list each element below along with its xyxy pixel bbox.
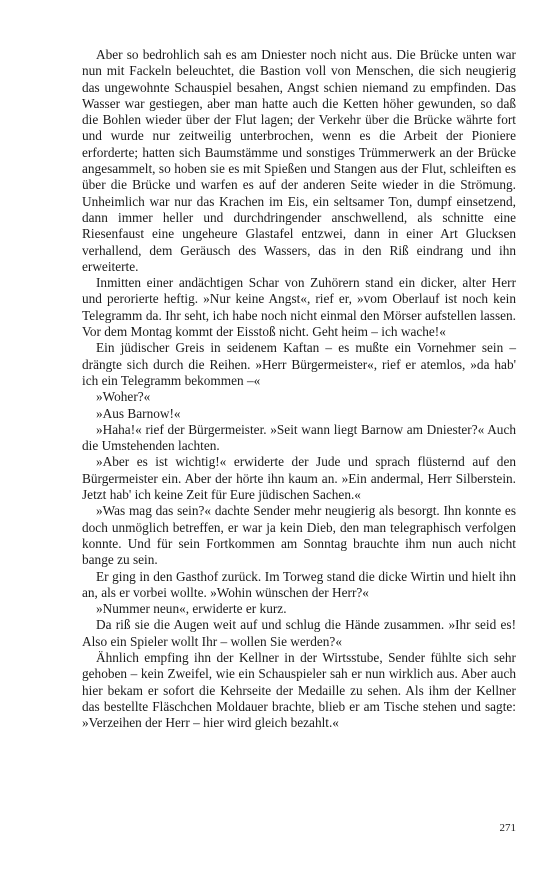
paragraph-2: Inmitten einer andächtigen Schar von Zuhörern stand ein dicker, alter Herr und perorierte heftig. »Nur keine Angst«, rief er, »vom Oberlauf ist noch kein Telegramm da. Ihr seht, ich habe noch nicht einmal den Mörser aufstellen lassen. Vor dem Montag kommt der Eisstoß nicht. Geht heim – ich wache!« [82, 275, 516, 340]
paragraph-3: Ein jüdischer Greis in seidenem Kaftan – es mußte ein Vornehmer sein – drängte sich durch die Reihen. »Herr Bürgermeister«, rief er atemlos, »da hab' ich ein Telegramm bekommen –« [82, 340, 516, 388]
paragraph-9: Er ging in den Gasthof zurück. Im Torweg stand die dicke Wirtin und hielt ihn an, als er vorbei wollte. »Wohin wünschen der Herr?« [82, 568, 516, 600]
paragraph-1: Aber so bedrohlich sah es am Dniester noch nicht aus. Die Brücke unten war nun mit Fackeln beleuchtet, die Bastion voll von Menschen, die sich neugierig das ungewohnte Schauspiel besahen, Angst schien niemand zu empfinden. Das Wasser war gestiegen, aber man hatte auch die Ketten höher gewunden, so daß die Bohlen wieder über der Flut lagen; der Verkehr über die Brücke währte fort und wurde nur zeitweilig unterbrochen, wenn es die Arbeit der Pioniere erforderte; hatten sich Baumstämme und sonstiges Trümmerwerk an der Brücke angesammelt, so hoben sie es mit Spießen und Stangen aus der Flut, schleiften es über die Brücke und warfen es auf der anderen Seite wieder in die Strömung. Unheimlich war nur das Krachen im Eis, ein seltsamer Ton, dumpf einsetzend, dann immer heller und durchdringender anschwellend, als schnitte eine Riesenfaust eine ungeheure Glastafel entzwei, dann in einer Art Glucksen verhallend, dem Geräusch des Wassers, das in den Riß eindrang und ihn erweiterte. [82, 47, 516, 274]
paragraph-12: Ähnlich empfing ihn der Kellner in der Wirtsstube, Sender fühlte sich sehr gehoben – kein Zweifel, wie ein Schauspieler sah er nun wirklich aus. Aber auch hier bekam er sofort die Kehrseite der Medaille zu sehen. Als ihm der Kellner das bestellte Fläschchen Moldauer brachte, blieb er am Tische stehen und sagte: »Verzeihen der Herr – hier wird gleich bezahlt.« [82, 649, 516, 731]
paragraph-10: »Nummer neun«, erwiderte er kurz. [96, 601, 287, 617]
paragraph-4: »Woher?« [96, 389, 151, 405]
body-text [82, 47, 516, 731]
paragraph-11: Da riß sie die Augen weit auf und schlug die Hände zusammen. »Ihr seid es! Also ein Spieler wollt Ihr – wollen Sie werden?« [82, 617, 516, 649]
paragraph-6: »Haha!« rief der Bürgermeister. »Seit wann liegt Barnow am Dniester?« Auch die Umstehenden lachten. [82, 421, 516, 454]
paragraph-5: »Aus Barnow!« [96, 405, 181, 421]
paragraph-8: »Was mag das sein?« dachte Sender mehr neugierig als besorgt. Ihn konnte es doch unmöglich betreffen, er war ja kein Dieb, den man telegraphisch verfolgen konnte. Und für sein Fortkommen am Sonntag brauchte ihm nun auch nicht bange zu sein. [82, 503, 516, 568]
paragraph-7: »Aber es ist wichtig!« erwiderte der Jude und sprach flüsternd auf den Bürgermeister ein. Aber der hörte ihn kaum an. »Ein andermal, Herr Silberstein. Jetzt hab' ich keine Zeit für Eure jüdischen Sachen.« [82, 454, 516, 503]
page-number: 271 [499, 822, 516, 834]
